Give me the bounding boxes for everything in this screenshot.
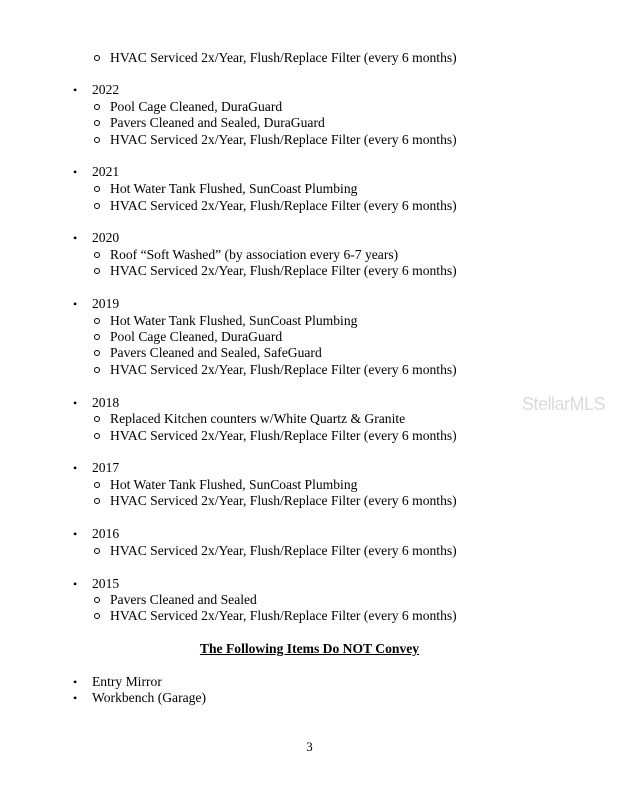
sub-bullet-icon [94,120,100,126]
sub-bullet-icon [94,203,100,209]
stellarmls-watermark: StellarMLS [522,394,606,414]
year-label: 2019 [92,296,120,311]
year-bullet: • [73,527,78,541]
maintenance-item: Replaced Kitchen counters w/White Quartz & Granite [110,411,406,426]
maintenance-item: Pavers Cleaned and Sealed, SafeGuard [110,345,322,360]
year-bullet: • [73,396,78,410]
year-label: 2021 [92,164,120,179]
year-bullet: • [73,83,78,97]
maintenance-item: Roof “Soft Washed” (by association every 6-7 years) [110,247,399,262]
sub-bullet-icon [94,482,100,488]
page-number: 3 [306,739,313,754]
year-label: 2020 [92,230,120,245]
sub-bullet-icon [94,137,100,143]
sub-bullet-icon [94,268,100,274]
list-bullet: • [73,691,78,705]
sub-bullet-icon [94,334,100,340]
year-bullet: • [73,165,78,179]
maintenance-item: Pool Cage Cleaned, DuraGuard [110,99,283,114]
maintenance-item: HVAC Serviced 2x/Year, Flush/Replace Filter (every 6 months) [110,50,457,65]
maintenance-item: Hot Water Tank Flushed, SunCoast Plumbing [110,181,358,196]
sub-bullet-icon [94,318,100,324]
maintenance-item: HVAC Serviced 2x/Year, Flush/Replace Filter (every 6 months) [110,263,457,278]
maintenance-item: HVAC Serviced 2x/Year, Flush/Replace Filter (every 6 months) [110,428,457,443]
maintenance-item: HVAC Serviced 2x/Year, Flush/Replace Filter (every 6 months) [110,132,457,147]
maintenance-item: HVAC Serviced 2x/Year, Flush/Replace Filter (every 6 months) [110,493,457,508]
sub-bullet-icon [94,416,100,422]
not-convey-item: Workbench (Garage) [92,690,207,705]
year-label: 2017 [92,460,120,475]
maintenance-item: HVAC Serviced 2x/Year, Flush/Replace Filter (every 6 months) [110,608,457,623]
year-label: 2015 [92,576,120,591]
year-bullet: • [73,231,78,245]
year-label: 2022 [92,82,120,97]
year-bullet: • [73,577,78,591]
sub-bullet-icon [94,186,100,192]
sub-bullet-icon [94,350,100,356]
maintenance-item: Hot Water Tank Flushed, SunCoast Plumbing [110,313,358,328]
maintenance-item: HVAC Serviced 2x/Year, Flush/Replace Filter (every 6 months) [110,543,457,558]
maintenance-item: HVAC Serviced 2x/Year, Flush/Replace Filter (every 6 months) [110,362,457,377]
sub-bullet-icon [94,433,100,439]
year-bullet: • [73,297,78,311]
sub-bullet-icon [94,367,100,373]
maintenance-item: HVAC Serviced 2x/Year, Flush/Replace Filter (every 6 months) [110,198,457,213]
maintenance-item: Pool Cage Cleaned, DuraGuard [110,329,283,344]
list-bullet: • [73,675,78,689]
sub-bullet-icon [94,548,100,554]
sub-bullet-icon [94,252,100,258]
maintenance-item: Pavers Cleaned and Sealed [110,592,257,607]
sub-bullet-icon [94,597,100,603]
year-label: 2018 [92,395,120,410]
sub-bullet-icon [94,55,100,61]
not-convey-heading: The Following Items Do NOT Convey [199,641,420,656]
year-label: 2016 [92,526,120,541]
sub-bullet-icon [94,613,100,619]
sub-bullet-icon [94,104,100,110]
maintenance-item: Hot Water Tank Flushed, SunCoast Plumbing [110,477,358,492]
maintenance-item: Pavers Cleaned and Sealed, DuraGuard [110,115,325,130]
not-convey-item: Entry Mirror [92,674,162,689]
sub-bullet-icon [94,498,100,504]
year-bullet: • [73,461,78,475]
